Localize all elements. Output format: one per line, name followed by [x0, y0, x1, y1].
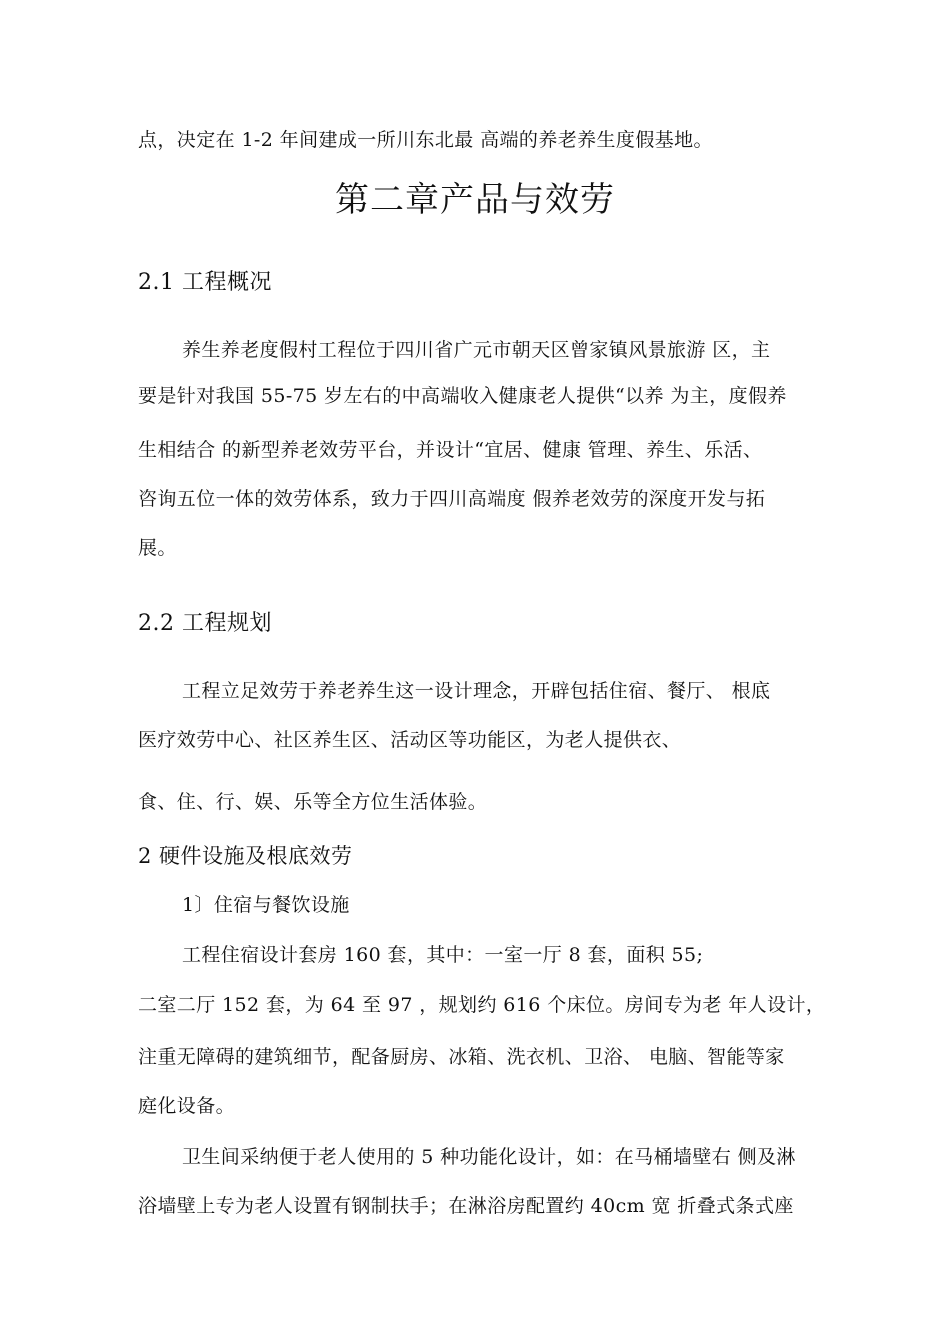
paragraph-line: 庭化设备。	[138, 1095, 236, 1117]
intro-line: 点，决定在 1-2 年间建成一所川东北最 高端的养老养生度假基地。	[138, 129, 713, 151]
paragraph-line: 二室二厅 152 套，为 64 至 97 ，规划约 616 个床位。房间专为老 年人设计，	[138, 994, 826, 1016]
paragraph-line: 注重无障碍的建筑细节，配备厨房、冰箱、洗衣机、卫浴、 电脑、智能等家	[138, 1046, 785, 1068]
section-heading-2-1: 2.1 工程概况	[138, 270, 272, 295]
paragraph-line: 要是针对我国 55-75 岁左右的中高端收入健康老人提供“以养 为主，度假养	[138, 385, 787, 407]
paragraph-line: 食、住、行、娱、乐等全方位生活体验。	[138, 791, 488, 813]
paragraph-line: 工程住宿设计套房 160 套，其中：一室一厅 8 套，面积 55;	[182, 944, 704, 966]
paragraph-line: 生相结合 的新型养老效劳平台，并设计“宜居、健康 管理、养生、乐活、	[138, 439, 763, 461]
paragraph-line: 工程立足效劳于养老养生这一设计理念，开辟包括住宿、餐厅、 根底	[182, 680, 771, 702]
section-heading-2-2: 2.2 工程规划	[138, 611, 272, 636]
paragraph-line: 浴墙壁上专为老人设置有钢制扶手；在淋浴房配置约 40cm 宽 折叠式条式座	[138, 1195, 794, 1217]
paragraph-line: 养生养老度假村工程位于四川省广元市朝天区曾家镇风景旅游 区，主	[182, 339, 771, 361]
section-heading-2: 2 硬件设施及根底效劳	[138, 844, 353, 868]
chapter-title: 第二章产品与效劳	[335, 180, 615, 220]
paragraph-line: 卫生间采纳便于老人使用的 5 种功能化设计，如：在马桶墙壁右 侧及淋	[182, 1146, 796, 1168]
paragraph-line: 展。	[138, 537, 177, 559]
sub-heading: 1〕住宿与餐饮设施	[182, 894, 350, 916]
paragraph-line: 医疗效劳中心、社区养生区、活动区等功能区，为老人提供衣、	[138, 729, 682, 751]
paragraph-line: 咨询五位一体的效劳体系，致力于四川高端度 假养老效劳的深度开发与拓	[138, 488, 766, 510]
